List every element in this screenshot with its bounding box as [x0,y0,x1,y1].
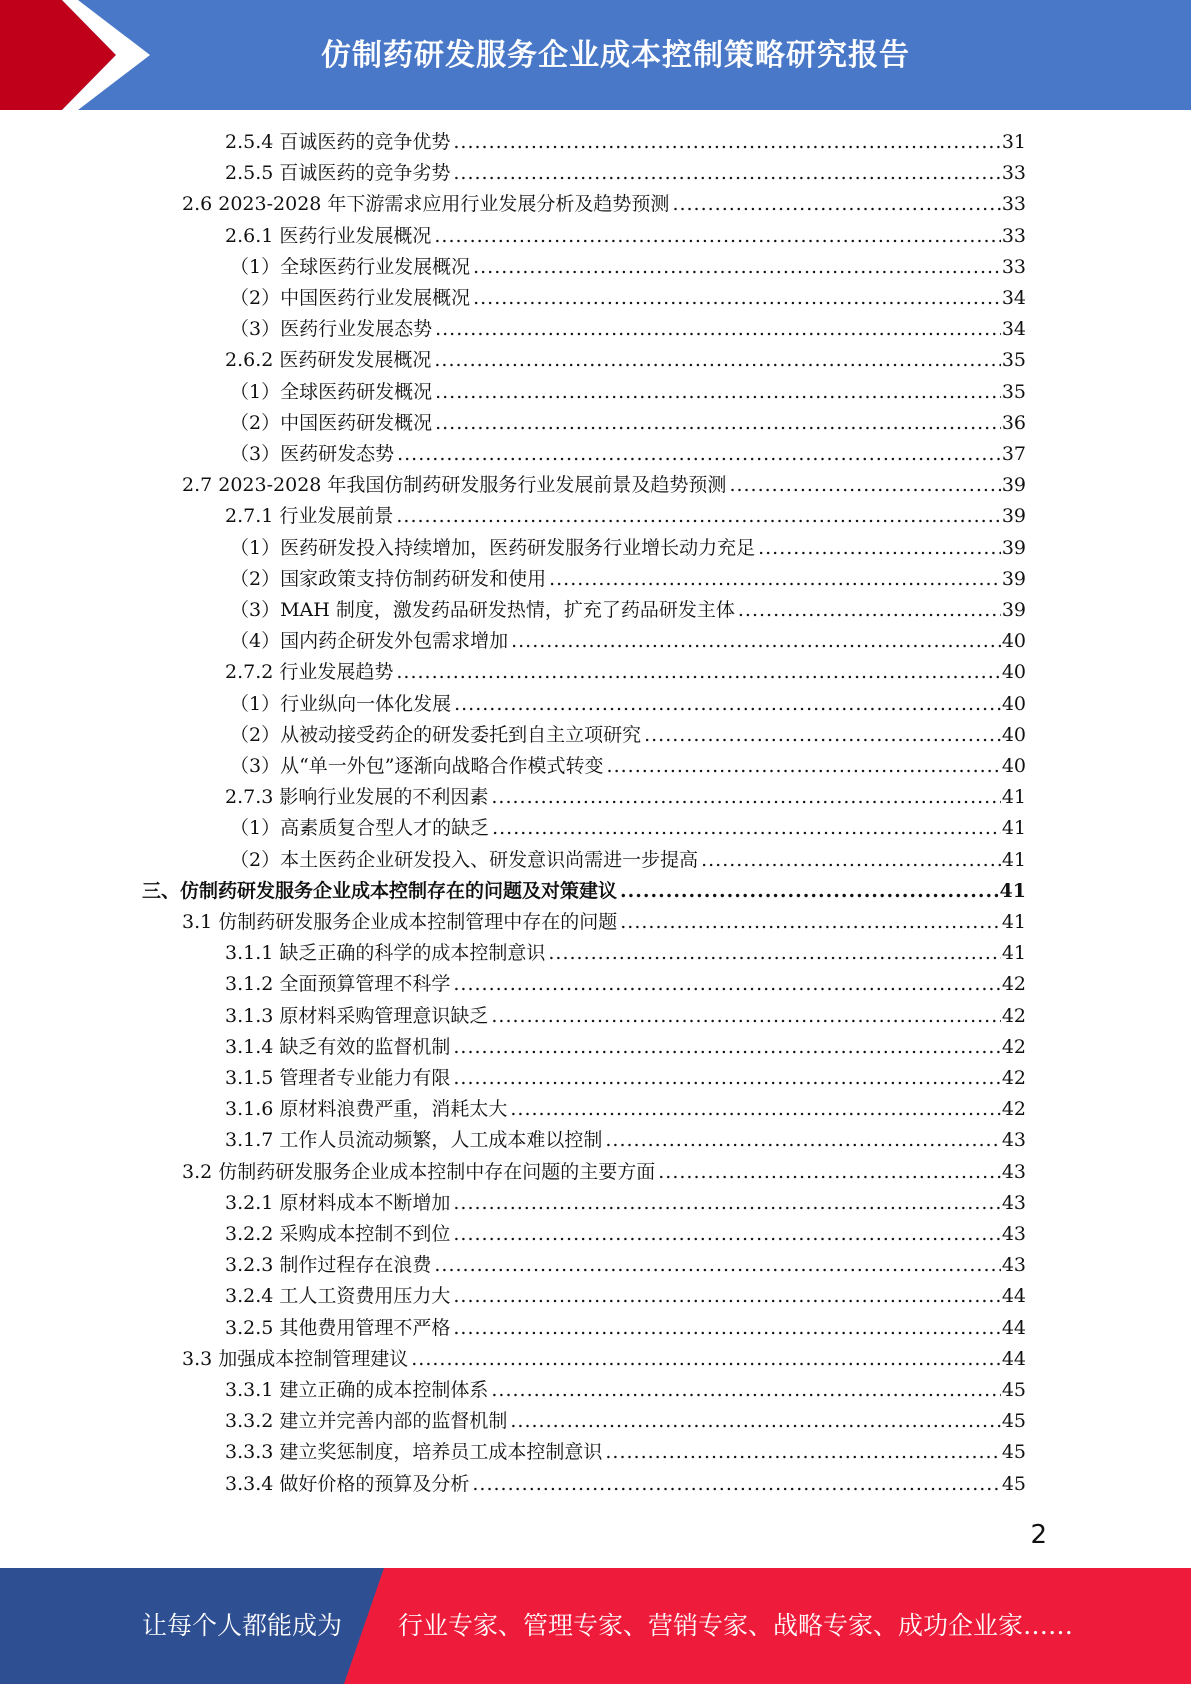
toc-entry-label: 3.3.4 做好价格的预算及分析 [225,1472,470,1495]
toc-dot-leader [672,189,1000,220]
toc-entry-page: 33 [1001,224,1026,247]
toc-dot-leader [434,221,1000,252]
toc-dot-leader [491,1001,1000,1032]
toc-entry-page: 44 [1001,1285,1026,1308]
page-number: 2 [1030,1520,1047,1550]
toc-entry-page: 43 [1001,1254,1026,1277]
toc-entry[interactable] [225,1313,1026,1344]
toc-entry-page: 33 [1001,162,1026,185]
toc-dot-leader [491,782,1000,813]
toc-dot-leader [453,1188,1000,1219]
toc-entry[interactable] [225,1375,1026,1406]
toc-entry-label: 3.1.7 工作人员流动频繁，人工成本难以控制 [225,1129,603,1152]
toc-entry[interactable] [182,1157,1026,1188]
toc-entry-label: 3.2.3 制作过程存在浪费 [225,1254,432,1277]
toc-dot-leader [701,845,1001,876]
toc-entry[interactable] [225,221,1026,252]
toc-dot-leader [453,1281,1000,1312]
toc-entry-label: （3）MAH 制度，激发药品研发热情，扩充了药品研发主体 [230,599,735,621]
toc-dot-leader [729,470,1000,501]
toc-dot-leader [620,876,999,907]
toc-entry[interactable] [225,1188,1026,1219]
toc-dot-leader [644,720,1001,751]
toc-entry[interactable] [225,1032,1026,1063]
toc-entry-page: 41 [1001,848,1026,871]
toc-entry[interactable] [225,127,1026,158]
toc-entry-page: 31 [1001,131,1026,153]
toc-dot-leader [510,1094,1000,1125]
toc-dot-leader [453,1313,1000,1344]
toc-entry-label: 2.5.5 百诚医药的竞争劣势 [225,162,451,185]
toc-entry[interactable] [225,1281,1026,1312]
toc-entry-page: 43 [1001,1223,1026,1245]
toc-entry[interactable] [230,408,1026,439]
toc-dot-leader [453,1032,1000,1063]
toc-entry-label: 3.3.3 建立奖惩制度，培养员工成本控制意识 [225,1441,603,1464]
toc-dot-leader [605,1125,1000,1156]
toc-dot-leader [738,595,1001,626]
toc-dot-leader [472,1469,1000,1500]
toc-dot-leader [510,1406,1000,1437]
toc-entry[interactable] [225,345,1026,376]
toc-entry-page: 44 [1001,1316,1026,1339]
toc-entry-label: 3.1.6 原材料浪费严重，消耗太大 [225,1098,508,1121]
toc-entry[interactable] [225,782,1026,813]
toc-entry[interactable] [230,751,1026,782]
toc-entry-label: （2）国家政策支持仿制药研发和使用 [230,567,547,590]
toc-dot-leader [620,907,1001,938]
toc-entry[interactable] [230,314,1026,345]
toc-entry[interactable] [230,720,1026,751]
toc-entry-page: 34 [1001,318,1026,341]
page-header [0,0,1191,110]
toc-entry-page: 45 [1001,1379,1026,1401]
toc-entry-page: 42 [1001,1035,1026,1058]
toc-entry[interactable] [182,470,1026,501]
toc-entry-label: 3.1.1 缺乏正确的科学的成本控制意识 [225,942,546,965]
toc-entry[interactable] [225,1001,1026,1032]
toc-entry-label: （3）医药研发态势 [230,443,395,465]
toc-dot-leader [453,969,1000,1000]
toc-entry[interactable] [182,189,1026,220]
toc-entry-label: （4）国内药企研发外包需求增加 [230,630,509,653]
toc-entry-label: 3.3.1 建立正确的成本控制体系 [225,1379,489,1401]
toc-entry-page: 41 [1001,786,1026,809]
toc-entry-page: 40 [1001,692,1026,715]
toc-dot-leader [435,314,1001,345]
toc-entry-label: 2.6.1 医药行业发展概况 [225,224,432,247]
footer-slogan-right: 行业专家、管理专家、营销专家、战略专家、成功企业家…… [398,1611,1074,1640]
toc-entry[interactable] [225,969,1026,1000]
toc-entry[interactable] [182,1344,1026,1375]
toc-entry[interactable] [230,626,1026,657]
toc-dot-leader [435,377,1001,408]
toc-entry-label: 2.5.4 百诚医药的竞争优势 [225,131,451,153]
toc-entry-label: 2.7.3 影响行业发展的不利因素 [225,786,489,809]
toc-entry[interactable] [225,1063,1026,1094]
toc-entry[interactable] [230,595,1026,626]
toc-entry-label: 3.1.2 全面预算管理不科学 [225,973,451,996]
toc-entry-page: 41 [1001,942,1026,965]
toc-entry[interactable] [230,252,1026,283]
footer-slogan-left: 让每个人都能成为 [142,1611,343,1640]
toc-entry-page: 40 [1001,723,1026,746]
toc-entry-page: 43 [1001,1191,1026,1214]
toc-entry-page: 33 [1001,193,1026,216]
toc-entry-label: 2.7 2023-2028 年我国仿制药研发服务行业发展前景及趋势预测 [182,474,727,497]
toc-entry[interactable] [142,876,1026,907]
toc-dot-leader [658,1157,1001,1188]
toc-entry-page: 33 [1001,255,1026,278]
toc-dot-leader [758,533,1001,564]
toc-dot-leader [453,158,1000,189]
toc-entry-label: 3.3.2 建立并完善内部的监督机制 [225,1410,508,1433]
toc-dot-leader [473,252,1001,283]
toc-entry-page: 41 [1001,911,1026,933]
toc-entry-page: 35 [1001,349,1026,372]
toc-entry-page: 35 [1001,380,1026,403]
toc-entry[interactable] [225,1250,1026,1281]
toc-dot-leader [396,501,1000,532]
toc-entry[interactable] [225,1125,1026,1156]
toc-dot-leader [453,1063,1000,1094]
toc-dot-leader [453,1219,1000,1250]
toc-entry[interactable] [225,657,1026,688]
toc-entry-label: 3.2.4 工人工资费用压力大 [225,1285,451,1308]
toc-dot-leader [607,751,1001,782]
toc-dot-leader [605,1437,1000,1468]
toc-entry-page: 40 [1001,630,1026,653]
toc-entry-page: 42 [1001,1004,1026,1027]
toc-entry-label: 3.1.3 原材料采购管理意识缺乏 [225,1004,489,1027]
toc-entry-page: 39 [1001,505,1026,528]
toc-entry-label: （2）中国医药研发概况 [230,411,433,434]
toc-dot-leader [548,938,1000,969]
toc-entry-page: 40 [1001,755,1026,777]
toc-entry-page: 42 [1001,973,1026,996]
toc-entry[interactable] [230,439,1026,470]
toc-entry[interactable] [225,1406,1026,1437]
toc-entry[interactable] [230,283,1026,314]
toc-dot-leader [473,283,1001,314]
toc-dot-leader [492,813,1001,844]
toc-entry[interactable] [225,1094,1026,1125]
toc-entry[interactable] [225,1219,1026,1250]
toc-entry-label: （1）医药研发投入持续增加，医药研发服务行业增长动力充足 [230,536,756,559]
toc-entry-label: 2.7.1 行业发展前景 [225,505,394,528]
toc-entry-label: 3.2.2 采购成本控制不到位 [225,1223,451,1245]
toc-entry[interactable] [230,533,1026,564]
toc-entry-label: （3）从“单一外包”逐渐向战略合作模式转变 [230,755,604,777]
toc-entry[interactable] [230,377,1026,408]
toc-entry-label: 三、仿制药研发服务企业成本控制存在的问题及对策建议 [142,879,618,902]
toc-entry[interactable] [225,501,1026,532]
toc-entry-label: 3.2.1 原材料成本不断增加 [225,1191,451,1214]
toc-dot-leader [549,564,1001,595]
toc-entry[interactable] [230,564,1026,595]
toc-entry[interactable] [230,689,1026,720]
toc-entry-label: （1）全球医药研发概况 [230,380,433,403]
toc-dot-leader [434,1250,1000,1281]
page-footer [0,1568,1191,1684]
toc-entry-label: （2）中国医药行业发展概况 [230,287,471,309]
toc-entry-label: 3.2 仿制药研发服务企业成本控制中存在问题的主要方面 [182,1160,656,1183]
toc-entry-label: （3）医药行业发展态势 [230,318,433,341]
toc-dot-leader [397,439,1001,470]
toc-entry-page: 37 [1001,443,1026,465]
toc-entry[interactable] [225,1437,1026,1468]
toc-entry-page: 39 [1001,567,1026,590]
toc-entry-page: 39 [1001,474,1026,497]
toc-dot-leader [511,626,1001,657]
toc-entry-label: （2）本土医药企业研发投入、研发意识尚需进一步提高 [230,848,699,871]
toc-entry-label: （1）行业纵向一体化发展 [230,692,452,715]
toc-entry-label: 2.6.2 医药研发发展概况 [225,349,432,372]
toc-entry-page: 44 [1001,1347,1026,1370]
toc-entry-page: 41 [999,879,1026,902]
toc-entry[interactable] [225,1469,1026,1500]
toc-entry-label: 3.1.4 缺乏有效的监督机制 [225,1035,451,1058]
toc-entry-label: （2）从被动接受药企的研发委托到自主立项研究 [230,723,642,746]
toc-entry[interactable] [230,813,1026,844]
toc-dot-leader [454,689,1001,720]
toc-entry-page: 42 [1001,1098,1026,1121]
toc-entry-page: 43 [1001,1129,1026,1152]
toc-entry-label: 2.6 2023-2028 年下游需求应用行业发展分析及趋势预测 [182,193,670,216]
toc-entry-page: 42 [1001,1067,1026,1089]
toc-entry-page: 45 [1001,1472,1026,1495]
toc-entry-label: 3.1 仿制药研发服务企业成本控制管理中存在的问题 [182,911,618,933]
toc-entry-label: （1）全球医药行业发展概况 [230,255,471,278]
toc-entry-page: 45 [1001,1410,1026,1433]
toc-dot-leader [434,345,1000,376]
toc-dot-leader [491,1375,1000,1406]
toc-dot-leader [411,1344,1001,1375]
toc-entry-label: 3.2.5 其他费用管理不严格 [225,1316,451,1339]
toc-entry-page: 39 [1001,599,1026,621]
toc-entry-page: 39 [1001,536,1026,559]
toc-entry[interactable] [225,158,1026,189]
toc-entry-page: 43 [1001,1160,1026,1183]
toc-entry[interactable] [230,845,1026,876]
report-title: 仿制药研发服务企业成本控制策略研究报告 [321,38,910,73]
toc-dot-leader [453,127,1000,158]
toc-entry-label: 2.7.2 行业发展趋势 [225,661,394,684]
toc-entry-page: 34 [1001,287,1026,309]
toc-entry-page: 36 [1001,411,1026,434]
toc-entry-label: 3.1.5 管理者专业能力有限 [225,1067,451,1089]
toc-entry[interactable] [182,907,1026,938]
toc-dot-leader [396,657,1000,688]
toc-entry-label: 3.3 加强成本控制管理建议 [182,1347,409,1370]
toc-entry-page: 40 [1001,661,1026,684]
toc-entry-label: （1）高素质复合型人才的缺乏 [230,817,490,840]
toc-entry-page: 45 [1001,1441,1026,1464]
toc-dot-leader [435,408,1001,439]
toc-entry-page: 41 [1001,817,1026,840]
toc-entry[interactable] [225,938,1026,969]
